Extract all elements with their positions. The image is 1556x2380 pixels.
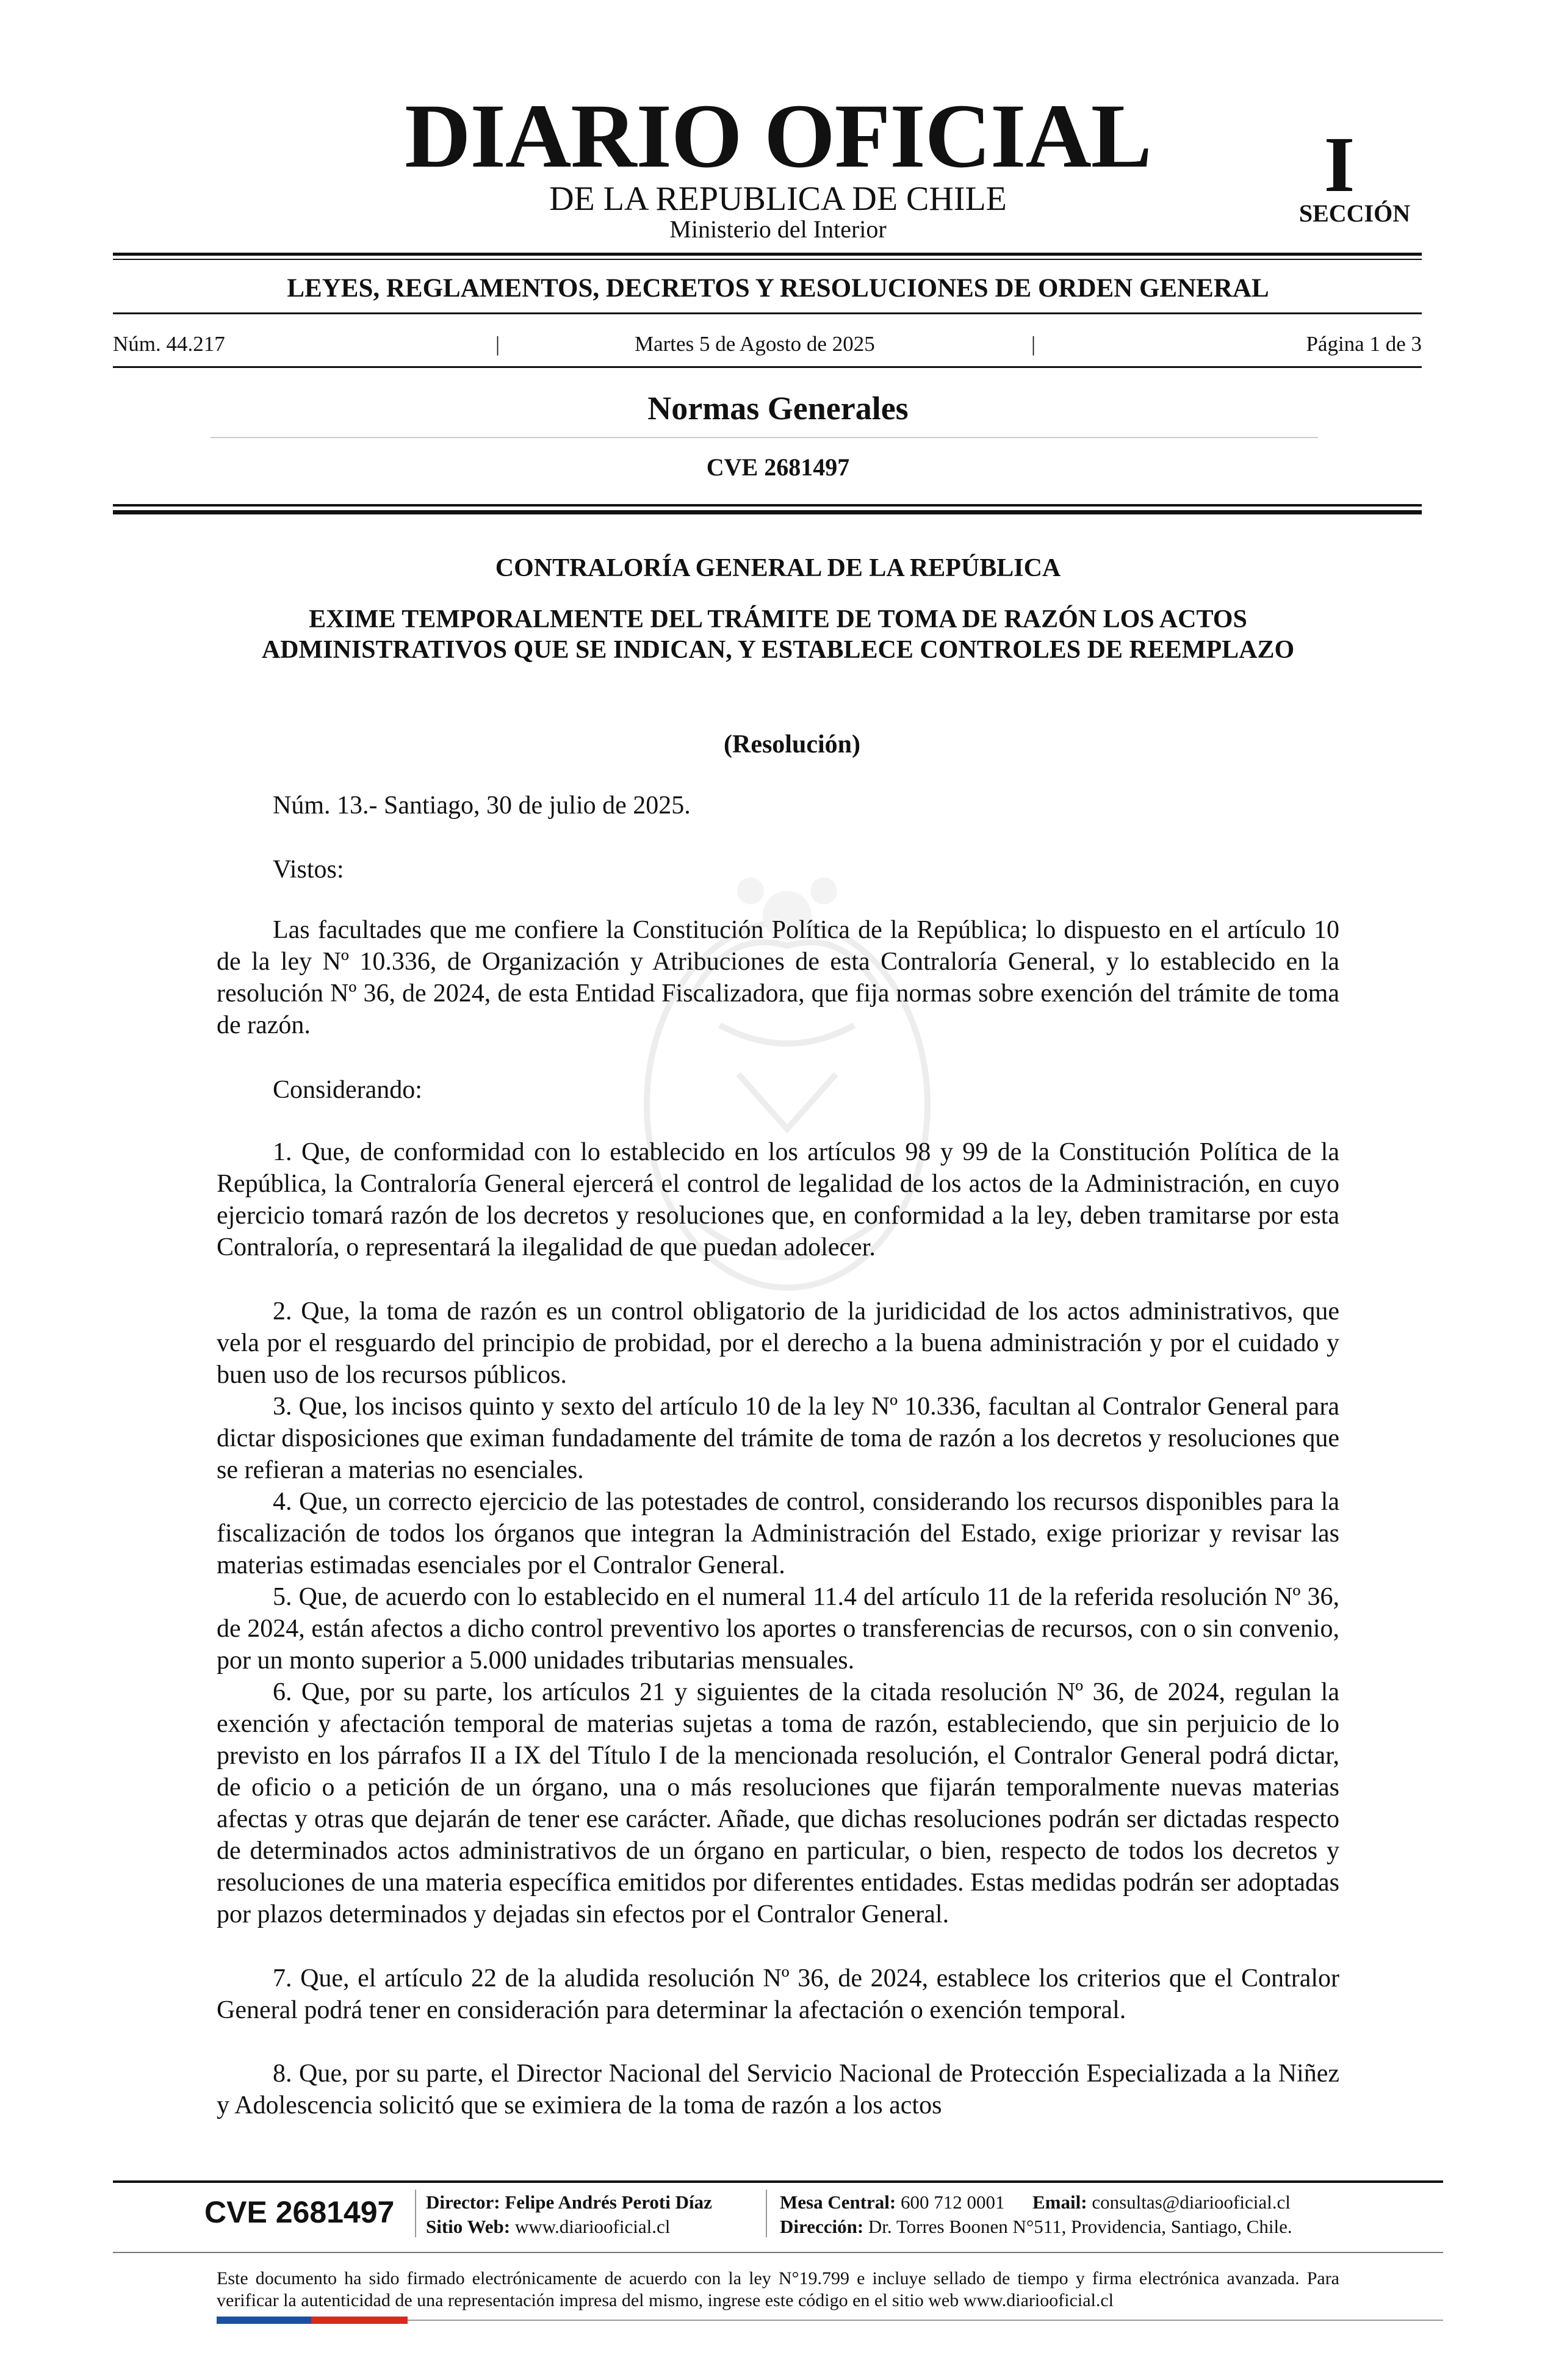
footer-website <box>426 2215 670 2238</box>
info-separator: | <box>495 332 500 356</box>
organization-heading: CONTRALORÍA GENERAL DE LA REPÚBLICA <box>495 554 1061 582</box>
footer-contact <box>780 2191 1291 2213</box>
considerando-item: 8. Que, por su parte, el Director Nacional del Servicio Nacional de Protección Especializada a la Niñez y Adolescencia solicitó que se eximiera de la toma de razón a los actos <box>217 2060 1339 2119</box>
info-rule <box>113 366 1422 368</box>
director-name: Felipe Andrés Peroti Díaz <box>505 2191 712 2213</box>
flag-stripe-red <box>311 2317 408 2324</box>
considerando-item: 6. Que, por su parte, los artículos 21 y siguientes de la citada resolución Nº 36, de 2024, regulan la exención y afectación temporal de materias sujetas a toma de razón, estableciendo, que sin perjuicio de lo previsto en los párrafos II a IX del Título I de la mencionada resolución, el Contralor General podrá dictar, de oficio o a petición de un órgano, una o más resoluciones que fijarán temporalmente nuevas materias afectas y otras que dejarán de tener ese carácter. Añade, que dichas resoluciones podrán ser dictadas respecto de determinados actos administrativos de un órgano en particular, o bien, respecto de todos los decretos y resoluciones de una materia específica emitidos por diferentes entidades. Estas medidas podrán ser adoptadas por plazos determinados y dejadas sin efectos por el Contralor General. <box>217 1678 1339 1928</box>
cve-rule-top <box>113 504 1422 507</box>
address-label: Dirección: <box>780 2216 864 2237</box>
considerando-item: 3. Que, los incisos quinto y sexto del artículo 10 de la ley Nº 10.336, facultan al Contralor General para dictar disposiciones que eximan fundadamente del trámite de toma de razón a los decretos y resoluciones que se refieran a materias no esenciales. <box>217 1393 1339 1484</box>
email-label: Email: <box>1032 2191 1087 2213</box>
considerando-item: 5. Que, de acuerdo con lo establecido en el numeral 11.4 del artículo 11 de la referida resolución Nº 36, de 2024, están afectos a dicho control preventivo los aportes o transferencias de recursos, con o sin convenio, por un monto superior a 5.000 unidades tributarias mensuales. <box>217 1583 1339 1675</box>
resolution-title: EXIME TEMPORALMENTE DEL TRÁMITE DE TOMA DE RAZÓN LOS ACTOS ADMINISTRATIVOS QUE SE INDICAN, Y ESTABLECE CONTROLES DE REEMPLAZO <box>261 605 1295 664</box>
footer-director <box>426 2191 712 2213</box>
considerando-item: 7. Que, el artículo 22 de la aludida resolución Nº 36, de 2024, establece los criterios que el Contralor General podrá tener en consideración para determinar la afectación o exención temporal. <box>217 1964 1339 2024</box>
mesa-label: Mesa Central: <box>780 2191 896 2213</box>
considerando-item: 2. Que, la toma de razón es un control obligatorio de la juridicidad de los actos administrativos, que vela por el resguardo del principio de probidad, por el derecho a la buena administración y por el cuidado y buen uso de los recursos públicos. <box>217 1297 1339 1389</box>
website-link[interactable]: www.diariooficial.cl <box>514 2216 671 2237</box>
flag-stripe-blue <box>217 2317 311 2324</box>
considerando-item: 1. Que, de conformidad con lo establecido en los artículos 98 y 99 de la Constitución Política de la República, la Contraloría General ejercerá el control de legalidad de los actos de la Administración, en cuyo ejercicio tomará razón de los decretos y resoluciones que, en conformidad a la ley, deben tramitarse por esta Contraloría, o representará la ilegalidad de que puedan adolecer. <box>217 1138 1339 1261</box>
info-separator: | <box>1031 332 1036 356</box>
page-number: Página 1 de 3 <box>1306 332 1422 356</box>
cve-rule-bottom <box>113 510 1422 514</box>
masthead-rule-top <box>113 253 1422 256</box>
vistos-paragraph: Las facultades que me confiere la Constitución Política de la República; lo dispuesto en el artículo 10 de la ley Nº 10.336, de Organización y Atribuciones de esta Contraloría General, y lo establecido en la resolución Nº 36, de 2024, de esta Entidad Fiscalizadora, que fija normas sobre exención del trámite de toma de razón. <box>217 916 1339 1039</box>
footer-rule-mid <box>113 2252 1443 2253</box>
resolution-number-line: Núm. 13.- Santiago, 30 de julio de 2025. <box>273 792 691 820</box>
masthead-rule-bottom <box>113 259 1422 260</box>
masthead-title: DIARIO OFICIAL <box>405 85 1151 187</box>
website-label: Sitio Web: <box>426 2216 511 2237</box>
considerando-label: Considerando: <box>273 1076 422 1104</box>
footer-cve-code: CVE 2681497 <box>204 2195 395 2229</box>
mesa-phone: 600 712 0001 <box>901 2191 1005 2213</box>
issue-number: Núm. 44.217 <box>113 332 225 356</box>
section-number: I <box>1324 121 1355 209</box>
masthead-subtitle: DE LA REPUBLICA DE CHILE <box>549 180 1007 218</box>
footer-address <box>780 2215 1292 2238</box>
director-label: Director: <box>426 2191 500 2213</box>
section-heading-rule <box>211 437 1318 438</box>
considerando-item: 4. Que, un correcto ejercicio de las potestades de control, considerando los recursos disponibles para la fiscalización de todos los órganos que integran la Administración del Estado, exige priorizar y revisar las materias estimadas esenciales por el Contralor General. <box>217 1488 1339 1579</box>
cve-code: CVE 2681497 <box>706 453 850 481</box>
footer-divider <box>766 2190 767 2237</box>
email-link[interactable]: consultas@diariooficial.cl <box>1092 2191 1291 2213</box>
vistos-label: Vistos: <box>273 856 344 884</box>
footer-rule-top <box>113 2180 1443 2183</box>
address-value: Dr. Torres Boonen N°511, Providencia, Santiago, Chile. <box>868 2216 1292 2237</box>
category-rule <box>113 312 1422 314</box>
footer-divider <box>415 2190 416 2237</box>
section-label: SECCIÓN <box>1298 200 1411 227</box>
resolution-type: (Resolución) <box>724 730 860 759</box>
category-heading: LEYES, REGLAMENTOS, DECRETOS Y RESOLUCIONES DE ORDEN GENERAL <box>287 274 1269 303</box>
footer-rule-bottom <box>408 2320 1443 2321</box>
footer-legal-note: Este documento ha sido firmado electrónicamente de acuerdo con la ley N°19.799 e incluye sellado de tiempo y firma electrónica avanzada. Para verificar la autenticidad de una representación impresa del mismo, ingrese este código en el sitio web www.diariooficial.cl <box>217 2268 1339 2310</box>
issue-date: Martes 5 de Agosto de 2025 <box>635 332 875 356</box>
masthead-ministry: Ministerio del Interior <box>669 215 887 243</box>
section-heading: Normas Generales <box>647 390 909 427</box>
